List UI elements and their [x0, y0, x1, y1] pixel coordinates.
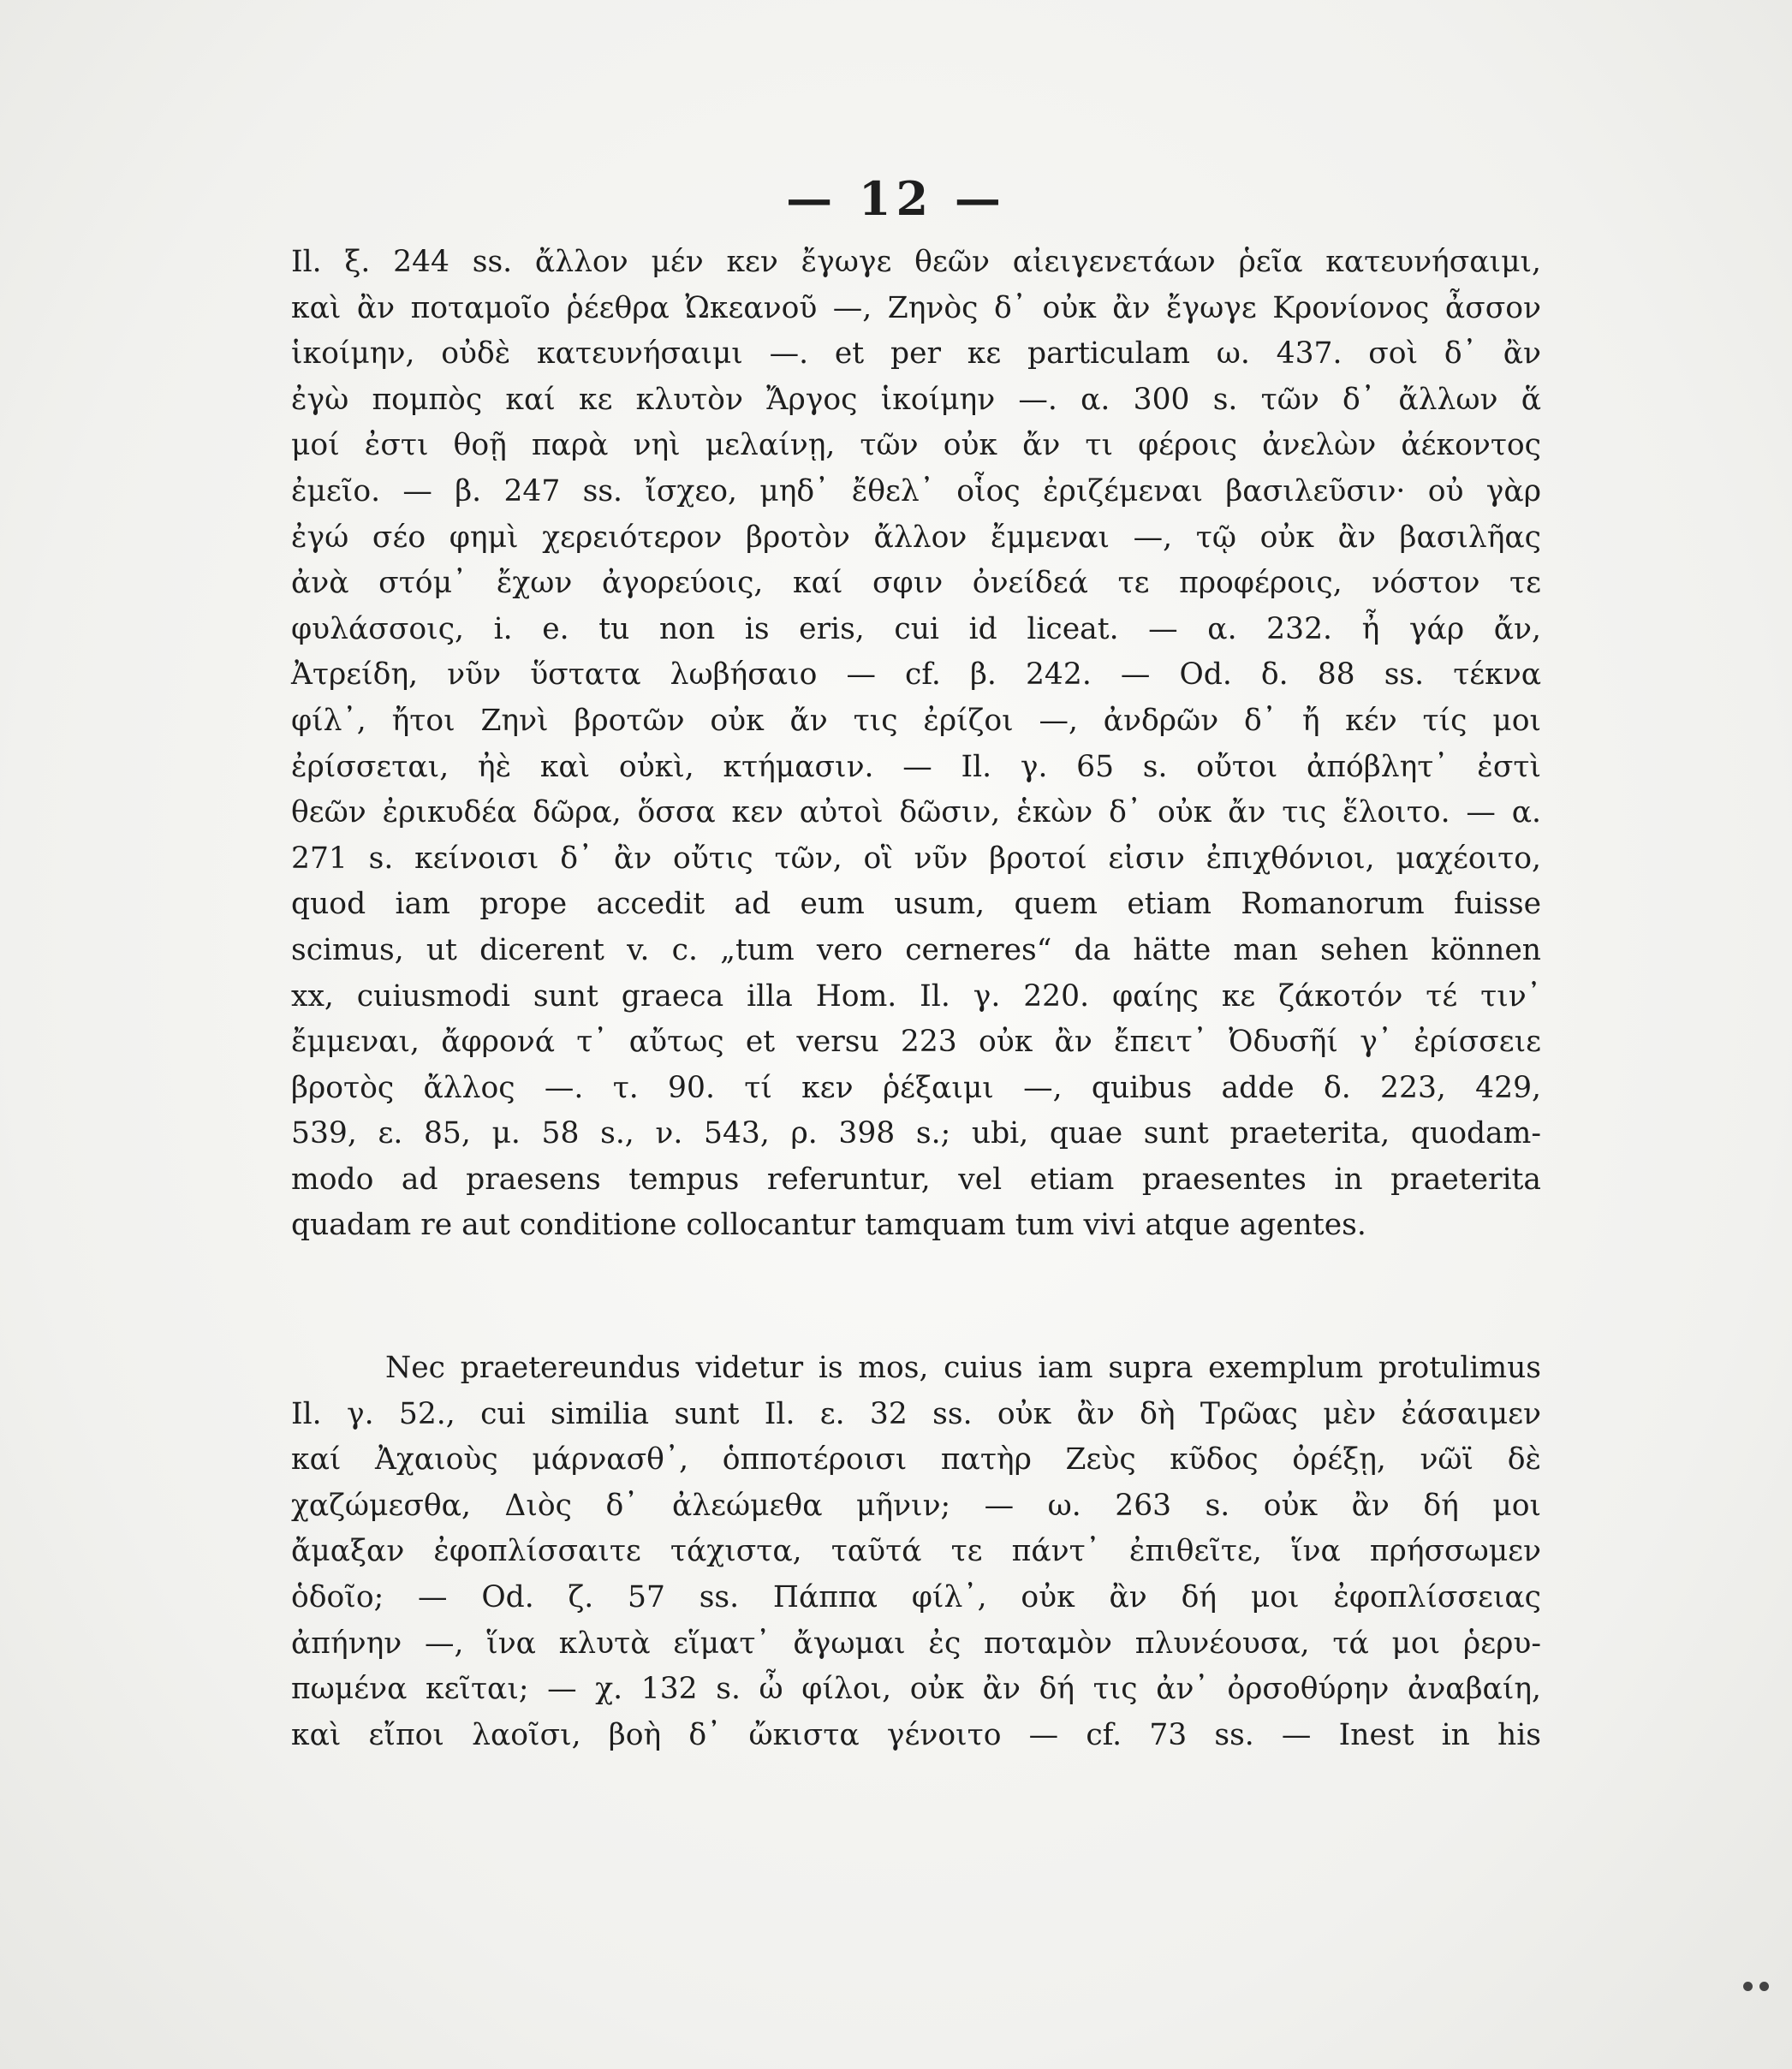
text-line: 539, ε. 85, μ. 58 s., ν. 543, ρ. 398 s.; ubi, quae sunt praeterita, quodam- — [291, 1116, 1541, 1151]
text-line: scimus, ut dicerent v. c. „tum vero cerneres“ da hätte man sehen können — [291, 932, 1541, 967]
text-line: ἐγώ σέο φημὶ χερειότερον βροτὸν ἄλλον ἔμμεναι —, τῷ οὐκ ἂν βασιλῆας — [291, 520, 1541, 555]
text-line: quadam re aut conditione collocantur tamquam tum vivi atque agentes. — [291, 1208, 1366, 1243]
text-line: πωμένα κεῖται; — χ. 132 s. ὦ φίλοι, οὐκ ἂν δή τις ἀν᾽ ὀρσοθύρην ἀναβαίη, — [291, 1672, 1541, 1707]
text-line: modo ad praesens tempus referuntur, vel etiam praesentes in praeterita — [291, 1162, 1541, 1197]
text-line: μοί ἐστι θοῇ παρὰ νηὶ μελαίνῃ, τῶν οὐκ ἄν τι φέροις ἀνελὼν ἀέκοντος — [291, 428, 1541, 463]
text-line: καὶ εἴποι λαοῖσι, βοὴ δ᾽ ὤκιστα γένοιτο — cf. 73 ss. — Inest in his — [291, 1717, 1541, 1752]
text-line: quod iam prope accedit ad eum usum, quem etiam Romanorum fuisse — [291, 887, 1541, 922]
text-line: καί Ἀχαιοὺς μάρνασθ᾽, ὁπποτέροισι πατὴρ Ζεὺς κῦδος ὀρέξῃ, νῶϊ δὲ — [291, 1442, 1541, 1477]
text-line: ἀνὰ στόμ᾽ ἔχων ἀγορεύοις, καί σφιν ὀνείδεά τε προφέροις, νόστον τε — [291, 566, 1541, 601]
ink-speck — [1743, 1982, 1753, 1991]
text-line: Il. ξ. 244 ss. ἄλλον μέν κεν ἔγωγε θεῶν αἰειγενετάων ῥεῖα κατευνήσαιμι, — [291, 245, 1541, 279]
text-line: xx, cuiusmodi sunt graeca illa Hom. Il. γ. 220. φαίης κε ζάκοτόν τέ τιν᾽ — [291, 978, 1541, 1014]
text-line: καὶ ἂν ποταμοῖο ῥέεθρα Ὠκεανοῦ —, Ζηνὸς δ᾽ οὐκ ἂν ἔγωγε Κρονίονος ἆσσον — [291, 290, 1541, 325]
text-line: ὁδοῖο; — Od. ζ. 57 ss. Πάππα φίλ᾽, οὐκ ἂν δή μοι ἐφοπλίσσειας — [291, 1579, 1541, 1614]
text-line: χαζώμεσθα, Διὸς δ᾽ ἀλεώμεθα μῆνιν; — ω. 263 s. οὐκ ἂν δή μοι — [291, 1488, 1541, 1523]
paragraph-2 — [291, 1346, 1541, 1758]
page-number: — 12 — — [786, 171, 1006, 226]
text-line: φίλ᾽, ἤτοι Ζηνὶ βροτῶν οὐκ ἄν τις ἐρίζοι —, ἀνδρῶν δ᾽ ἤ κέν τίς μοι — [291, 703, 1541, 738]
text-line: ἐγὼ πομπὸς καί κε κλυτὸν Ἄργος ἱκοίμην —. α. 300 s. τῶν δ᾽ ἄλλων ἅ — [291, 382, 1541, 417]
text-line: ἔμμεναι, ἄφρονά τ᾽ αὔτως et versu 223 οὐκ ἂν ἔπειτ᾽ Ὀδυσῆί γ᾽ ἐρίσσειε — [291, 1025, 1541, 1060]
text-line: Il. γ. 52., cui similia sunt Il. ε. 32 ss. οὐκ ἂν δὴ Τρῶας μὲν ἐάσαιμεν — [291, 1396, 1541, 1431]
text-line: ἄμαξαν ἐφοπλίσσαιτε τάχιστα, ταῦτά τε πάντ᾽ ἐπιθεῖτε, ἵνα πρήσσωμεν — [291, 1534, 1541, 1569]
text-line: φυλάσσοις, i. e. tu non is eris, cui id liceat. — α. 232. ἦ γάρ ἄν, — [291, 611, 1541, 646]
text-line: Ἀτρείδη, νῦν ὕστατα λωβήσαιο — cf. β. 242. — Od. δ. 88 ss. τέκνα — [291, 657, 1541, 693]
text-line: ἐμεῖο. — β. 247 ss. ἴσχεο, μηδ᾽ ἔθελ᾽ οἷος ἐριζέμεναι βασιλεῦσιν· οὐ γὰρ — [291, 473, 1541, 508]
paragraph-1 — [291, 240, 1541, 1249]
text-line: ἱκοίμην, οὐδὲ κατευνήσαιμι —. et per κε particulam ω. 437. σοὶ δ᾽ ἂν — [291, 336, 1541, 372]
ink-speck — [1759, 1982, 1769, 1991]
text-line: Nec praetereundus videtur is mos, cuius iam supra exemplum protulimus — [385, 1351, 1541, 1385]
text-line: ἀπήνην —, ἵνα κλυτὰ εἵματ᾽ ἄγωμαι ἐς ποταμὸν πλυνέουσα, τά μοι ῥερυ- — [291, 1626, 1541, 1661]
text-line: βροτὸς ἄλλος —. τ. 90. τί κεν ῥέξαιμι —, quibus adde δ. 223, 429, — [291, 1070, 1541, 1105]
text-line: 271 s. κείνοισι δ᾽ ἂν οὔτις τῶν, οἳ νῦν βροτοί εἰσιν ἐπιχθόνιοι, μαχέοιτο, — [291, 841, 1541, 876]
text-line: ἐρίσσεται, ἠὲ καὶ οὐκὶ, κτήμασιν. — Il. γ. 65 s. οὔτοι ἀπόβλητ᾽ ἐστὶ — [291, 749, 1541, 784]
text-line: θεῶν ἐρικυδέα δῶρα, ὅσσα κεν αὐτοὶ δῶσιν, ἑκὼν δ᾽ οὐκ ἄν τις ἕλοιτο. — α. — [291, 795, 1541, 830]
